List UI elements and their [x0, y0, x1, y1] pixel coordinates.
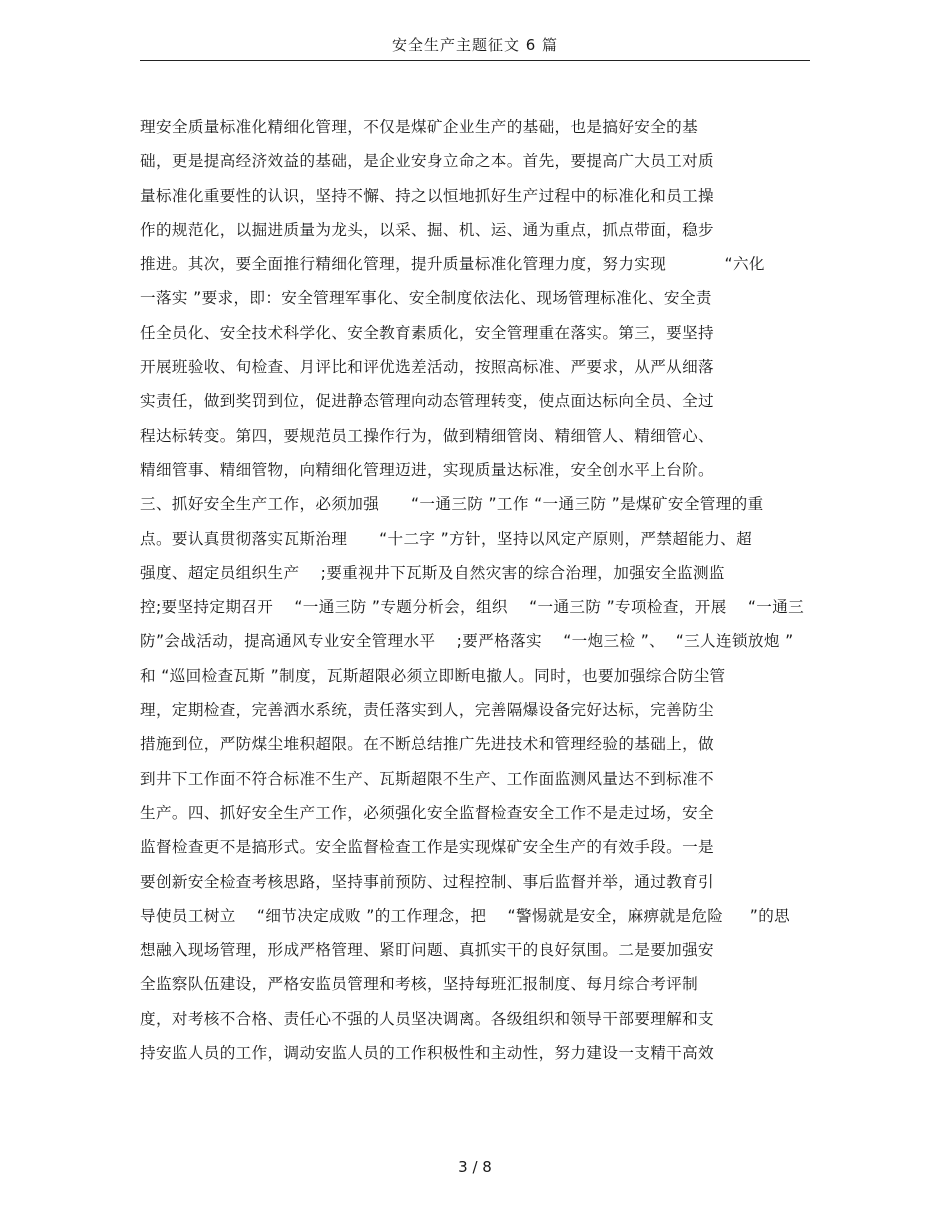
body-line: 础，更是提高经济效益的基础，是企业安身立命之本。首先，要提高广大员工对质	[140, 152, 714, 171]
body-line: 推进。其次，要全面推行精细化管理，提升质量标准化管理力度，努力实现 “六化	[140, 255, 765, 274]
body-line: 实责任，做到奖罚到位，促进静态管理向动态管理转变，使点面达标向全员、全过	[140, 392, 714, 411]
body-line: 度，对考核不合格、责任心不强的人员坚决调离。各级组织和领导干部要理解和支	[140, 1009, 714, 1028]
page-header	[140, 34, 810, 61]
body-line: 精细管事、精细管物，向精细化管理迈进，实现质量达标准，安全创水平上台阶。	[140, 460, 714, 479]
body-line: 和 “巡回检查瓦斯 ”制度，瓦斯超限必须立即断电撤人。同时，也要加强综合防尘管	[140, 666, 726, 685]
body-line: 理，定期检查，完善洒水系统，责任落实到人，完善隔爆设备完好达标，完善防尘	[140, 701, 714, 720]
body-line: 开展班验收、旬检查、月评比和评优选差活动，按照高标准、严要求，从严从细落	[140, 358, 714, 377]
document-title: 安全生产主题征文 6 篇	[391, 36, 559, 54]
body-line: 控;要坚持定期召开 “一通三防 ”专题分析会，组织 “一通三防 ”专项检查，开展 “一通三	[140, 598, 805, 617]
body-line: 程达标转变。第四，要规范员工操作行为，做到精细管岗、精细管人、精细管心、	[140, 426, 714, 445]
body-line: 要创新安全检查考核思路，坚持事前预防、过程控制、事后监督并举，通过教育引	[140, 872, 714, 891]
page-footer	[0, 1157, 950, 1177]
body-line: 监督检查更不是搞形式。安全监督检查工作是实现煤矿安全生产的有效手段。一是	[140, 838, 714, 857]
body-line: 任全员化、安全技术科学化、安全教育素质化，安全管理重在落实。第三，要坚持	[140, 323, 714, 342]
body-line: 理安全质量标准化精细化管理，不仅是煤矿企业生产的基础，也是搞好安全的基	[140, 118, 699, 136]
body-line: 防”会战活动，提高通风专业安全管理水平 ;要严格落实 “一炮三检 ”、 “三人连锁放炮 ”	[140, 632, 794, 651]
body-line: 量标准化重要性的认识，坚持不懈、持之以恒地抓好生产过程中的标准化和员工操	[140, 186, 714, 205]
body-line: 导使员工树立 “细节决定成败 ”的工作理念，把 “警惕就是安全，麻痹就是危险 ”的思	[140, 906, 791, 925]
body-line: 全监察队伍建设，严格安监员管理和考核，坚持每班汇报制度、每月综合考评制	[140, 975, 699, 994]
body-line: 措施到位，严防煤尘堆积超限。在不断总结推广先进技术和管理经验的基础上，做	[140, 735, 714, 754]
body-line: 生产。四、抓好安全生产工作，必须强化安全监督检查安全工作不是走过场，安全	[140, 803, 714, 822]
body-line: 一落实 ”要求，即：安全管理军事化、安全制度依法化、现场管理标准化、安全责	[140, 289, 712, 308]
body-line: 持安监人员的工作，调动安监人员的工作积极性和主动性，努力建设一支精干高效	[140, 1044, 714, 1063]
body-line: 到井下工作面不符合标准不生产、瓦斯超限不生产、工作面监测风量达不到标准不	[140, 769, 714, 788]
body-line: 点。要认真贯彻落实瓦斯治理 “十二字 ”方针，坚持以风定产原则，严禁超能力、超	[140, 529, 753, 548]
page-number: 3 / 8	[458, 1158, 492, 1176]
body-line: 三、抓好安全生产工作，必须加强 “一通三防 ”工作 “一通三防 ”是煤矿安全管理的重	[140, 495, 764, 514]
document-body	[140, 114, 820, 1074]
body-line: 作的规范化，以掘进质量为龙头，以采、掘、机、运、通为重点，抓点带面，稳步	[140, 220, 714, 239]
body-line: 想融入现场管理，形成严格管理、紧盯问题、真抓实干的良好氛围。二是要加强安	[140, 941, 714, 960]
body-line: 强度、超定员组织生产 ;要重视井下瓦斯及自然灾害的综合治理，加强安全监测监	[140, 563, 725, 582]
